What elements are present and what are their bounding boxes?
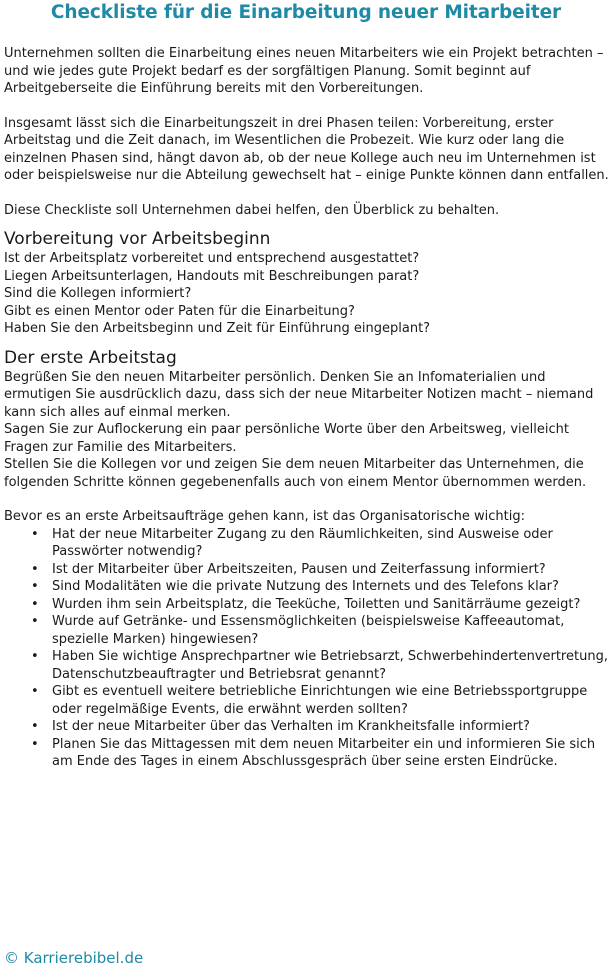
bullet-icon: • — [31, 579, 39, 594]
bullet-icon: • — [31, 596, 39, 612]
checklist-line: Haben Sie den Arbeitsbeginn und Zeit für Einführung eingeplant? — [4, 321, 431, 336]
first-day-paragraph-1: Begrüßen Sie den neuen Mitarbeiter persönlich. Denken Sie an Infomaterialien und ermutigen Sie ausdrücklich dazu, dass sich der neue Mitarbeiter Notizen macht – niemand kann sich alles auf einmal merken. — [4, 369, 594, 420]
page-title: Checkliste für die Einarbeitung neuer Mitarbeiter — [50, 2, 562, 23]
bullet-icon: • — [31, 719, 39, 734]
bullet-icon: • — [31, 684, 39, 699]
section-heading-first-day: Der erste Arbeitstag — [4, 347, 177, 368]
copyright-link[interactable]: © Karrierebibel.de — [4, 949, 144, 967]
list-item: • Ist der Mitarbeiter über Arbeitszeiten, Pausen und Zeiterfassung informiert? — [31, 561, 546, 577]
list-item: • Ist der neue Mitarbeiter über das Verhalten im Krankheitsfalle informiert? — [31, 719, 530, 734]
list-item: • Wurden ihm sein Arbeitsplatz, die Teeküche, Toiletten und Sanitärräume gezeigt? — [31, 596, 581, 612]
intro-paragraph-2: Insgesamt lässt sich die Einarbeitungszeit in drei Phasen teilen: Vorbereitung, erster Arbeitstag und die Zeit danach, im Wesentlichen die Probezeit. Wie kurz oder lang die einzelnen Phasen sind, hängt davon ab, ob der neue Kollege auch neu im Unternehmen ist oder beispielsweise nur die Abteilung gewechselt hat – einige Punkte können dann entfallen. — [4, 115, 609, 183]
list-item: • Sind Modalitäten wie die private Nutzung des Internets und des Telefons klar? — [31, 579, 559, 594]
section-heading-preparation: Vorbereitung vor Arbeitsbeginn — [4, 229, 271, 249]
organisational-checklist — [4, 526, 610, 771]
list-item: • Wurde auf Getränke- und Essensmöglichkeiten (beispielsweise Kaffeeautomat, spezielle Marken) hingewiesen? — [31, 614, 565, 647]
bullet-icon: • — [31, 614, 39, 629]
checklist-line: Ist der Arbeitsplatz vorbereitet und entsprechend ausgestattet? — [4, 251, 420, 266]
list-item: • Haben Sie wichtige Ansprechpartner wie Betriebsarzt, Schwerbehindertenvertretung, Datenschutzbeauftragter und Betriebsrat genannt? — [31, 649, 608, 682]
intro-paragraph-3: Diese Checkliste soll Unternehmen dabei helfen, den Überblick zu behalten. — [4, 202, 500, 218]
bullet-icon: • — [31, 561, 39, 577]
checklist-line: Gibt es einen Mentor oder Paten für die Einarbeitung? — [4, 303, 355, 319]
first-day-paragraph-3: Stellen Sie die Kollegen vor und zeigen Sie dem neuen Mitarbeiter das Unternehmen, die folgenden Schritte können gegebenenfalls auch von einem Mentor übernommen werden. — [4, 457, 587, 490]
list-item: • Planen Sie das Mittagessen mit dem neuen Mitarbeiter ein und informieren Sie sich am Ende des Tages in einem Abschlussgespräch über seine ersten Eindrücke. — [31, 736, 596, 769]
bullet-icon: • — [31, 649, 39, 664]
list-item: • Hat der neue Mitarbeiter Zugang zu den Räumlichkeiten, sind Ausweise oder Passwörter notwendig? — [31, 526, 553, 559]
bullet-icon: • — [31, 526, 39, 542]
checklist-line: Liegen Arbeitsunterlagen, Handouts mit Beschreibungen parat? — [4, 268, 420, 284]
checklist-line: Sind die Kollegen informiert? — [4, 286, 192, 301]
list-intro: Bevor es an erste Arbeitsaufträge gehen kann, ist das Organisatorische wichtig: — [4, 509, 525, 524]
document-body — [4, 45, 610, 771]
intro-paragraph-1: Unternehmen sollten die Einarbeitung eines neuen Mitarbeiters wie ein Projekt betrachten – und wie jedes gute Projekt bedarf es der sorgfältigen Planung. Somit beginnt auf Arbeitgeberseite die Einführung bereits mit den Vorbereitungen. — [4, 46, 604, 96]
list-item: • Gibt es eventuell weitere betriebliche Einrichtungen wie eine Betriebssportgruppe oder regelmäßige Events, die erwähnt werden sollten? — [31, 684, 588, 717]
bullet-icon: • — [31, 736, 39, 752]
first-day-paragraph-2: Sagen Sie zur Auflockerung ein paar persönliche Worte über den Arbeitsweg, vielleicht Fragen zur Familie des Mitarbeiters. — [4, 422, 569, 455]
